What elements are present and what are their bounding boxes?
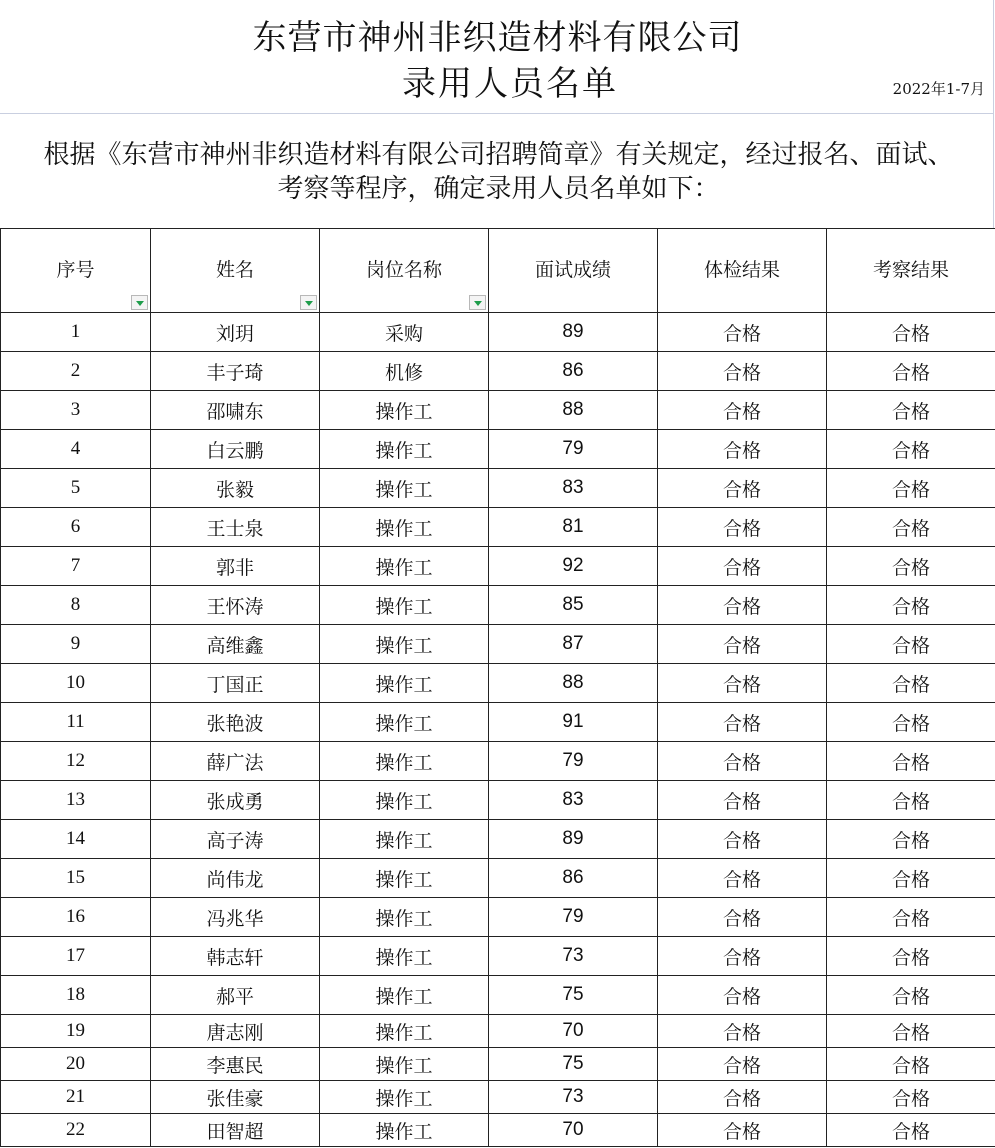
cell-score[interactable]: 83 xyxy=(489,781,658,820)
cell-name[interactable]: 李惠民 xyxy=(151,1048,320,1081)
cell-review[interactable]: 合格 xyxy=(827,313,995,352)
cell-position[interactable]: 操作工 xyxy=(320,1114,489,1147)
cell-score[interactable]: 92 xyxy=(489,547,658,586)
cell-score[interactable]: 75 xyxy=(489,976,658,1015)
cell-position[interactable]: 操作工 xyxy=(320,820,489,859)
cell-score[interactable]: 89 xyxy=(489,313,658,352)
cell-no[interactable]: 5 xyxy=(1,469,151,508)
header-no-label: 序号 xyxy=(56,259,95,281)
header-health-label: 体检结果 xyxy=(703,259,780,281)
cell-score[interactable]: 87 xyxy=(489,625,658,664)
table-row xyxy=(1,586,995,625)
table-row xyxy=(1,820,995,859)
table-row xyxy=(1,664,995,703)
header-review-label: 考察结果 xyxy=(872,259,949,281)
header-no xyxy=(1,229,151,313)
table-row xyxy=(1,1048,995,1081)
cell-no[interactable]: 16 xyxy=(1,898,151,937)
cell-score[interactable]: 70 xyxy=(489,1114,658,1147)
cell-name[interactable]: 韩志轩 xyxy=(151,937,320,976)
intro-line-2: 考察等程序，确定录用人员名单如下： xyxy=(277,174,720,204)
table-row xyxy=(1,352,995,391)
header-name-label: 姓名 xyxy=(215,259,254,281)
cell-no[interactable]: 6 xyxy=(1,508,151,547)
cell-no[interactable]: 4 xyxy=(1,430,151,469)
cell-health[interactable]: 合格 xyxy=(658,1048,827,1081)
roster-table xyxy=(0,228,995,1147)
cell-position[interactable]: 操作工 xyxy=(320,703,489,742)
company-title: 东营市神州非织造材料有限公司 xyxy=(252,18,743,58)
cell-score[interactable]: 79 xyxy=(489,742,658,781)
cell-name[interactable]: 郝平 xyxy=(151,976,320,1015)
cell-name[interactable]: 田智超 xyxy=(151,1114,320,1147)
cell-position[interactable]: 操作工 xyxy=(320,742,489,781)
cell-review[interactable]: 合格 xyxy=(827,547,995,586)
cell-position[interactable]: 操作工 xyxy=(320,586,489,625)
cell-name[interactable]: 刘玥 xyxy=(151,313,320,352)
cell-health[interactable]: 合格 xyxy=(658,820,827,859)
cell-review[interactable]: 合格 xyxy=(827,859,995,898)
cell-health[interactable]: 合格 xyxy=(658,781,827,820)
cell-review[interactable]: 合格 xyxy=(827,664,995,703)
cell-score[interactable]: 73 xyxy=(489,937,658,976)
cell-no[interactable]: 13 xyxy=(1,781,151,820)
date-range: 2022年1-7月 xyxy=(892,80,985,98)
cell-name[interactable]: 尚伟龙 xyxy=(151,859,320,898)
cell-name[interactable]: 唐志刚 xyxy=(151,1015,320,1048)
cell-no[interactable]: 7 xyxy=(1,547,151,586)
table-row xyxy=(1,1114,995,1147)
cell-health[interactable]: 合格 xyxy=(658,469,827,508)
cell-no[interactable]: 20 xyxy=(1,1048,151,1081)
cell-review[interactable]: 合格 xyxy=(827,1015,995,1048)
header-review xyxy=(827,229,995,313)
cell-health[interactable]: 合格 xyxy=(658,430,827,469)
cell-health[interactable]: 合格 xyxy=(658,391,827,430)
cell-position[interactable]: 操作工 xyxy=(320,391,489,430)
cell-name[interactable]: 张成勇 xyxy=(151,781,320,820)
cell-no[interactable]: 17 xyxy=(1,937,151,976)
cell-no[interactable]: 22 xyxy=(1,1114,151,1147)
intro-text xyxy=(6,138,991,206)
cell-review[interactable]: 合格 xyxy=(827,1081,995,1114)
cell-review[interactable]: 合格 xyxy=(827,937,995,976)
cell-score[interactable]: 88 xyxy=(489,664,658,703)
cell-score[interactable]: 85 xyxy=(489,586,658,625)
cell-no[interactable]: 14 xyxy=(1,820,151,859)
cell-health[interactable]: 合格 xyxy=(658,664,827,703)
intro-block xyxy=(0,114,994,229)
cell-name[interactable]: 薛广法 xyxy=(151,742,320,781)
cell-review[interactable]: 合格 xyxy=(827,625,995,664)
cell-position[interactable]: 操作工 xyxy=(320,1081,489,1114)
cell-review[interactable]: 合格 xyxy=(827,703,995,742)
cell-no[interactable]: 8 xyxy=(1,586,151,625)
cell-review[interactable]: 合格 xyxy=(827,391,995,430)
cell-score[interactable]: 91 xyxy=(489,703,658,742)
cell-health[interactable]: 合格 xyxy=(658,625,827,664)
cell-health[interactable]: 合格 xyxy=(658,1114,827,1147)
cell-name[interactable]: 冯兆华 xyxy=(151,898,320,937)
cell-score[interactable]: 75 xyxy=(489,1048,658,1081)
cell-no[interactable]: 19 xyxy=(1,1015,151,1048)
cell-score[interactable]: 73 xyxy=(489,1081,658,1114)
header-name xyxy=(151,229,320,313)
cell-position[interactable]: 操作工 xyxy=(320,508,489,547)
cell-position[interactable]: 操作工 xyxy=(320,898,489,937)
header-score-label: 面试成绩 xyxy=(534,259,611,281)
cell-review[interactable]: 合格 xyxy=(827,352,995,391)
header-position-label: 岗位名称 xyxy=(365,259,442,281)
table-row xyxy=(1,625,995,664)
list-title: 录用人员名单 xyxy=(402,64,618,104)
header-row xyxy=(1,229,995,313)
cell-position[interactable]: 操作工 xyxy=(320,664,489,703)
cell-review[interactable]: 合格 xyxy=(827,1048,995,1081)
header-score xyxy=(489,229,658,313)
cell-position[interactable]: 操作工 xyxy=(320,625,489,664)
cell-review[interactable]: 合格 xyxy=(827,820,995,859)
table-row xyxy=(1,469,995,508)
cell-name[interactable]: 张佳豪 xyxy=(151,1081,320,1114)
cell-name[interactable]: 高子涛 xyxy=(151,820,320,859)
cell-no[interactable]: 15 xyxy=(1,859,151,898)
cell-health[interactable]: 合格 xyxy=(658,898,827,937)
roster-body xyxy=(1,313,995,1147)
cell-name[interactable]: 张毅 xyxy=(151,469,320,508)
cell-review[interactable]: 合格 xyxy=(827,430,995,469)
cell-health[interactable]: 合格 xyxy=(658,586,827,625)
table-row xyxy=(1,391,995,430)
cell-health[interactable]: 合格 xyxy=(658,313,827,352)
cell-score[interactable]: 86 xyxy=(489,352,658,391)
cell-position[interactable]: 机修 xyxy=(320,352,489,391)
cell-position[interactable]: 采购 xyxy=(320,313,489,352)
cell-position[interactable]: 操作工 xyxy=(320,976,489,1015)
cell-name[interactable]: 王士泉 xyxy=(151,508,320,547)
cell-score[interactable]: 83 xyxy=(489,469,658,508)
cell-review[interactable]: 合格 xyxy=(827,508,995,547)
cell-name[interactable]: 郭非 xyxy=(151,547,320,586)
cell-review[interactable]: 合格 xyxy=(827,781,995,820)
cell-score[interactable]: 81 xyxy=(489,508,658,547)
cell-position[interactable]: 操作工 xyxy=(320,781,489,820)
cell-position[interactable]: 操作工 xyxy=(320,547,489,586)
cell-review[interactable]: 合格 xyxy=(827,586,995,625)
cell-name[interactable]: 丁国正 xyxy=(151,664,320,703)
header-health xyxy=(658,229,827,313)
header-position xyxy=(320,229,489,313)
cell-position[interactable]: 操作工 xyxy=(320,1015,489,1048)
cell-name[interactable]: 张艳波 xyxy=(151,703,320,742)
cell-position[interactable]: 操作工 xyxy=(320,430,489,469)
table-row xyxy=(1,898,995,937)
cell-no[interactable]: 12 xyxy=(1,742,151,781)
cell-health[interactable]: 合格 xyxy=(658,1081,827,1114)
table-row xyxy=(1,703,995,742)
cell-no[interactable]: 2 xyxy=(1,352,151,391)
filter-dropdown-icon[interactable] xyxy=(131,295,148,310)
cell-health[interactable]: 合格 xyxy=(658,937,827,976)
cell-name[interactable]: 王怀涛 xyxy=(151,586,320,625)
cell-name[interactable]: 白云鹏 xyxy=(151,430,320,469)
cell-name[interactable]: 邵啸东 xyxy=(151,391,320,430)
cell-score[interactable]: 86 xyxy=(489,859,658,898)
cell-no[interactable]: 11 xyxy=(1,703,151,742)
cell-review[interactable]: 合格 xyxy=(827,898,995,937)
title-block xyxy=(0,0,994,114)
table-row xyxy=(1,313,995,352)
cell-no[interactable]: 10 xyxy=(1,664,151,703)
cell-name[interactable]: 高维鑫 xyxy=(151,625,320,664)
table-row xyxy=(1,430,995,469)
cell-score[interactable]: 89 xyxy=(489,820,658,859)
cell-name[interactable]: 丰子琦 xyxy=(151,352,320,391)
cell-position[interactable]: 操作工 xyxy=(320,1048,489,1081)
cell-review[interactable]: 合格 xyxy=(827,742,995,781)
cell-health[interactable]: 合格 xyxy=(658,742,827,781)
cell-position[interactable]: 操作工 xyxy=(320,469,489,508)
cell-health[interactable]: 合格 xyxy=(658,703,827,742)
filter-dropdown-icon[interactable] xyxy=(469,295,486,310)
table-row xyxy=(1,859,995,898)
cell-score[interactable]: 79 xyxy=(489,898,658,937)
cell-no[interactable]: 1 xyxy=(1,313,151,352)
table-row xyxy=(1,1015,995,1048)
cell-review[interactable]: 合格 xyxy=(827,976,995,1015)
cell-health[interactable]: 合格 xyxy=(658,976,827,1015)
cell-score[interactable]: 70 xyxy=(489,1015,658,1048)
table-row xyxy=(1,508,995,547)
cell-no[interactable]: 3 xyxy=(1,391,151,430)
cell-position[interactable]: 操作工 xyxy=(320,859,489,898)
cell-health[interactable]: 合格 xyxy=(658,352,827,391)
cell-health[interactable]: 合格 xyxy=(658,547,827,586)
table-row xyxy=(1,976,995,1015)
cell-review[interactable]: 合格 xyxy=(827,469,995,508)
cell-review[interactable]: 合格 xyxy=(827,1114,995,1147)
cell-score[interactable]: 88 xyxy=(489,391,658,430)
cell-no[interactable]: 18 xyxy=(1,976,151,1015)
cell-position[interactable]: 操作工 xyxy=(320,937,489,976)
table-row xyxy=(1,1081,995,1114)
table-row xyxy=(1,937,995,976)
cell-health[interactable]: 合格 xyxy=(658,508,827,547)
cell-score[interactable]: 79 xyxy=(489,430,658,469)
cell-health[interactable]: 合格 xyxy=(658,859,827,898)
cell-health[interactable]: 合格 xyxy=(658,1015,827,1048)
filter-dropdown-icon[interactable] xyxy=(300,295,317,310)
table-row xyxy=(1,742,995,781)
intro-line-1: 根据《东营市神州非织造材料有限公司招聘简章》有关规定，经过报名、面试、 xyxy=(43,140,954,170)
table-row xyxy=(1,547,995,586)
table-row xyxy=(1,781,995,820)
cell-no[interactable]: 9 xyxy=(1,625,151,664)
cell-no[interactable]: 21 xyxy=(1,1081,151,1114)
